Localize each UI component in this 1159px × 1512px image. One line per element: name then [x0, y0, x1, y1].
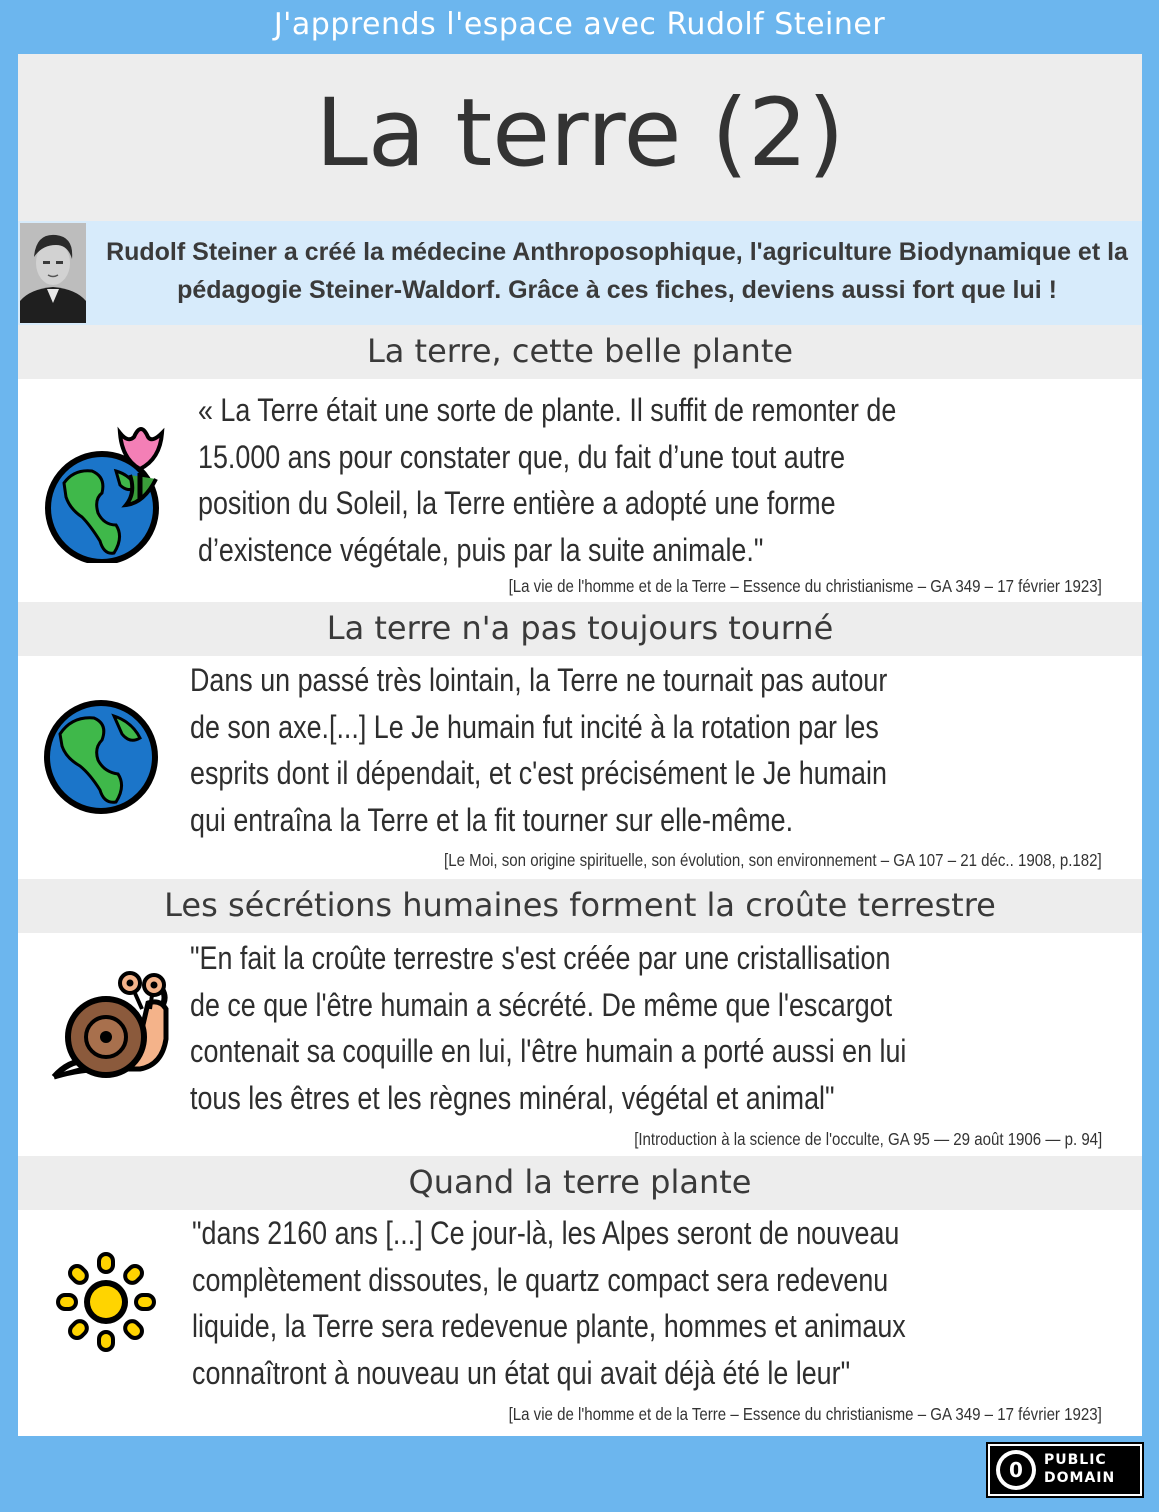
quote-line: connaîtront à nouveau un état qui avait déjà été le leur": [192, 1354, 851, 1391]
source-citation: [La vie de l'homme et de la Terre – Essence du christianisme – GA 349 – 17 février 1923]: [508, 576, 1102, 596]
quote-text: [192, 1210, 906, 1396]
public-domain-badge: [988, 1444, 1142, 1496]
section-heading: Les sécrétions humaines forment la croûte terrestre: [18, 879, 1142, 933]
snail-icon: [50, 969, 170, 1090]
section-body: [18, 933, 1142, 1156]
source-citation: [La vie de l'homme et de la Terre – Essence du christianisme – GA 349 – 17 février 1923]: [508, 1404, 1102, 1424]
steiner-portrait: [20, 223, 86, 323]
quote-line: 15.000 ans pour constater que, du fait d’une tout autre: [198, 438, 846, 475]
quote-line: qui entraîna la Terre et la fit tourner sur elle-même.: [190, 801, 794, 838]
quote-text: [190, 935, 906, 1121]
intro-line: pédagogie Steiner-Waldorf. Grâce à ces fiches, deviens aussi fort que lui !: [177, 276, 1057, 304]
intro-box: [18, 221, 1142, 325]
quote-text: [198, 387, 896, 573]
public-domain-symbol: 0: [1000, 1454, 1032, 1486]
earth-globe-icon: [42, 698, 160, 821]
quote-line: liquide, la Terre sera redevenue plante, hommes et animaux: [192, 1308, 906, 1344]
section-body: [18, 379, 1142, 602]
section-heading: La terre, cette belle plante: [18, 325, 1142, 379]
intro-line: Rudolf Steiner a créé la médecine Anthroposophique, l'agriculture Biodynamique et la: [106, 238, 1128, 266]
quote-line: « La Terre était une sorte de plante. Il suffit de remonter de: [198, 392, 897, 428]
badge-line: PUBLIC: [1044, 1452, 1107, 1468]
sun-icon: [56, 1252, 156, 1357]
quote-line: d’existence végétale, puis par la suite animale.": [198, 531, 764, 568]
info-sheet: [18, 54, 1142, 1436]
quote-line: Dans un passé très lointain, la Terre ne tournait pas autour: [190, 662, 888, 698]
earth-with-tulip-icon: [44, 413, 170, 568]
badge-line: DOMAIN: [1044, 1470, 1116, 1486]
quote-line: position du Soleil, la Terre entière a adopté une forme: [198, 485, 836, 521]
quote-line: contenait sa coquille en lui, l'être humain a porté aussi en lui: [190, 1033, 907, 1069]
page-title: La terre (2): [18, 54, 1142, 221]
quote-line: "dans 2160 ans [...] Ce jour-là, les Alpes seront de nouveau: [192, 1215, 900, 1251]
quote-line: esprits dont il dépendait, et c'est précisément le Je humain: [190, 755, 887, 791]
footer: [0, 1436, 1159, 1512]
quote-line: de ce que l'être humain a sécrété. De même que l'escargot: [190, 986, 893, 1023]
section-body: [18, 656, 1142, 879]
top-banner: J'apprends l'espace avec Rudolf Steiner: [273, 7, 886, 42]
section-heading: Quand la terre plante: [18, 1156, 1142, 1210]
quote-line: "En fait la croûte terrestre s'est créée par une cristallisation: [190, 940, 891, 976]
public-domain-label: [1044, 1451, 1115, 1487]
quote-line: complètement dissoutes, le quartz compact sera redevenu: [192, 1261, 889, 1298]
public-domain-icon: [996, 1450, 1036, 1490]
source-citation: [Le Moi, son origine spirituelle, son évolution, son environnement – GA 107 – 21 déc.. 1908, p.182]: [444, 850, 1102, 870]
intro-text: [102, 233, 1132, 309]
section-heading: La terre n'a pas toujours tourné: [18, 602, 1142, 656]
source-citation: [Introduction à la science de l'occulte, GA 95 — 29 août 1906 — p. 94]: [633, 1129, 1102, 1149]
quote-line: tous les êtres et les règnes minéral, végétal et animal": [190, 1079, 835, 1116]
section-body: [18, 1210, 1142, 1436]
quote-text: [190, 657, 887, 843]
quote-line: de son axe.[...] Le Je humain fut incité à la rotation par les: [190, 708, 879, 745]
